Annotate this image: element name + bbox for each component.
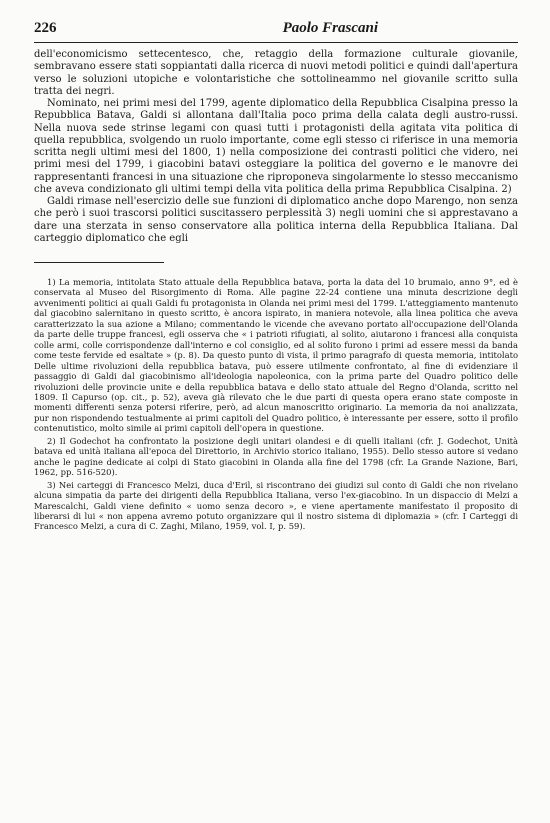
footnote: 3) Nei carteggi di Francesco Melzi, duca d'Eril, si riscontrano dei giudizi sul conto di Galdi che non rivelano alcuna simpatia da parte dei dirigenti della Repubblica Italiana, verso l'ex-giacobino. In un dispaccio di Melzi a Marescalchi, Galdi viene definito « uomo senza decoro », e viene apertamente manifestato il proposito di liberarsi di lui « non appena avremo potuto organizzare qui il nostro sistema di diplomazia » (cfr. I Carteggi di Francesco Melzi, a cura di C. Zaghi, Milano, 1959, vol. I, p. 59). <box>34 479 518 532</box>
page-header <box>34 20 518 40</box>
body-paragraph: Galdi rimase nell'esercizio delle sue funzioni di diplomatico anche dopo Marengo, non senza che però i suoi trascorsi politici suscitassero perplessità 3) negli uomini che si apprestavano a dare una sterzata in senso conservatore alla politica interna della Repubblica Italiana. Dal carteggio diplomatico che egli <box>34 196 518 244</box>
footnote-separator <box>34 262 164 263</box>
body-paragraph: Nominato, nei primi mesi del 1799, agente diplomatico della Repubblica Cisalpina presso la Repubblica Batava, Galdi si allontana dall'Italia poco prima della calata degli austro-russi. Nella nuova sede strinse legami con quasi tutti i protagonisti della agitata vita politica di quella repubblica, svolgendo un ruolo importante, come egli stesso ci riferisce in una memoria scritta negli ultimi mesi del 1800, 1) nella composizione dei contrasti politici che videro, nei primi mesi del 1799, i giacobini batavi osteggiare la politica del governo e le manovre dei rappresentanti francesi in una situazione che riproponeva singolarmente lo stesso meccanismo che aveva condizionato gli ultimi tempi della vita politica della prima Repubblica Cisalpina. 2) <box>34 98 518 195</box>
main-text <box>34 49 518 245</box>
running-title: Paolo Frascani <box>282 20 378 36</box>
header-rule <box>34 42 518 43</box>
footnote: 1) La memoria, intitolata Stato attuale della Repubblica batava, porta la data del 10 brumaio, anno 9°, ed è conservata al Museo del Risorgimento di Roma. Alle pagine 22-24 contiene una minuta descrizione degli avvenimenti politici ai quali Galdi fu protagonista in Olanda nei primi mesi del 1799. L'atteggiamento mantenuto dal giacobino salernitano in questo scritto, è ancora ispirato, in maniera notevole, alla linea politica che aveva caratterizzato la sua azione a Milano; commentando le vicende che avevano portato all'occupazione dell'Olanda da parte delle truppe francesi, egli osserva che « i patrioti rifugiati, al solito, aiutarono i francesi alla conquista colle armi, colle corrispondenze dall'interno e col consiglio, ed al solito furono i primi ad essere messi da banda come teste fervide ed esaltate » (p. 8). Da questo punto di vista, il primo paragrafo di questa memoria, intitolato Delle ultime rivoluzioni della repubblica batava, può essere utilmente confrontato, al fine di evidenziare il passaggio di Galdi dal giacobinismo all'ideologia napoleonica, con la prima parte del Quadro politico delle rivoluzioni delle provincie unite e della repubblica batava e dello stato attuale del Regno d'Olanda, scritto nel 1809. Il Capurso (op. cit., p. 52), aveva già rilevato che le due parti di questa opera erano state composte in momenti differenti senza potersi riferire, però, ad alcun manoscritto originario. La memoria da noi analizzata, pur non rispondendo testualmente ai primi capitoli del Quadro politico, è interessante per essere, sotto il profilo contenutistico, molto simile ai primi capitoli dell'opera in questione. <box>34 277 518 434</box>
footnotes <box>34 277 518 532</box>
book-page <box>34 20 518 534</box>
page-number: 226 <box>34 20 57 36</box>
body-paragraph: dell'economicismo settecentesco, che, retaggio della formazione culturale giovanile, sembravano essere stati soppiantati dalla ricerca di nuovi metodi politici e quindi dall'apertura verso le soluzioni utopiche e volontaristiche che sottolineammo nel giovanile scritto sulla tratta dei negri. <box>34 49 518 97</box>
footnote: 2) Il Godechot ha confrontato la posizione degli unitari olandesi e di quelli italiani (cfr. J. Godechot, Unità batava ed unità italiana all'epoca del Direttorio, in Archivio storico italiano, 1955). Dello stesso autore si vedano anche le pagine dedicate ai colpi di Stato giacobini in Olanda alla fine del 1798 (cfr. La Grande Nazione, Bari, 1962, pp. 516-520). <box>34 435 518 478</box>
